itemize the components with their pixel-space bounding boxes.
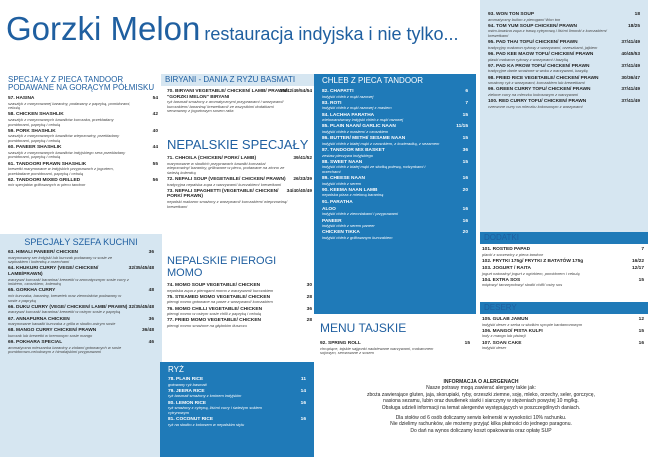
menu-item-description: mix specjałów grillowanych w piecu tandoor — [8, 182, 86, 188]
menu-item — [488, 99, 640, 109]
menu-item-description: lody z mango lub pistacji — [482, 333, 526, 339]
menu-item-price: 20 — [462, 230, 468, 236]
menu-item-description: wielowarstwowy indyjski chleb z mąki razowej — [322, 117, 404, 123]
menu-item — [8, 162, 158, 177]
menu-item-name: 76. MOMO CHILLI VEGETABLE/ CHICKEN — [167, 306, 263, 312]
menu-item — [8, 340, 154, 355]
menu-item-name: 107. SOAN CAKE — [482, 340, 522, 346]
menu-item — [482, 266, 644, 276]
menu-item-description: smażony ryż z warzywami, kurczakiem lub krewetkami — [488, 80, 585, 86]
menu-item-description: pierogi momo smażone na głębokim tłuszczu — [167, 322, 247, 328]
menu-item — [8, 145, 158, 160]
menu-item-price: 36/48 — [141, 328, 154, 334]
menu-item-name: 67. ANNAPURNA CHICKEN — [8, 316, 70, 322]
menu-item-price: 7 — [641, 247, 644, 252]
menu-item-description: zestaw pieczywa indyjskiego — [322, 152, 373, 158]
menu-item-name: 94. TOM YUM SOUP CHICKEN/ PRAWN — [488, 23, 578, 29]
menu-item-description: indyjski chleb z białej mąki ze słodką polewą, rodzynkami i orzechami — [322, 164, 426, 174]
menu-item-name: 89. CHEESE NAAN — [322, 176, 365, 182]
menu-item-description: czerwone curry na mleczku kokosowym z warzywami — [488, 103, 583, 109]
menu-item-description: ryż smażony z cytryną, liśćmi curry i świeżym sokiem cytrynowym — [168, 405, 263, 415]
menu-item-name: 81. COCONUT RICE — [168, 416, 214, 422]
menu-item-name: 82. CHAPATTI — [322, 89, 354, 94]
menu-item-description: indyjski chleb z ziemniakami i przyprawami — [322, 211, 399, 217]
menu-item-price: 56 — [152, 177, 158, 183]
menu-item — [8, 112, 158, 127]
menu-item — [482, 341, 644, 351]
chleb-title: CHLEB Z PIECA TANDOOR — [322, 76, 424, 85]
menu-item — [8, 129, 158, 144]
biryani-title: BIRYANI - DANIA Z RYŻU BASMATI — [161, 74, 318, 86]
menu-item-name: 86. BUTTER/ METHI/ SESAME NAAN — [322, 136, 406, 142]
menu-item-price: 36 — [306, 306, 312, 312]
menu-item-price: 48 — [148, 288, 154, 294]
menu-item-description: tradycyjny makaron ryżowy z warzywami, orzeszkami, jajkiem — [488, 44, 598, 50]
menu-item — [322, 136, 468, 146]
nepal-section — [167, 138, 312, 211]
menu-item-price: 37/41/49 — [621, 99, 640, 105]
menu-item-price: 14 — [300, 388, 306, 394]
menu-item-description: marynowane kawałki kurczaka z grilla w słodko-ostrym sosie — [8, 321, 116, 327]
desery-title: DESERY — [480, 302, 648, 314]
menu-item — [482, 317, 644, 327]
menu-item-description: szaszłyk z marynowanych kawałków wieprzowiny, przekładany pomidorami, papryką i cebulą — [8, 133, 120, 143]
menu-item-description: placki z soczewicy z pieca tandoor — [482, 251, 544, 257]
szef-section — [0, 234, 162, 457]
menu-item — [322, 113, 468, 123]
page-title — [6, 10, 459, 48]
szef-title: SPECJAŁY SZEFA KUCHNI — [24, 237, 138, 247]
menu-item-price: 32/35/45/48 — [128, 304, 154, 310]
menu-item-name: 62. TANDOORI MIXED GRILLED — [8, 177, 81, 183]
menu-item-price: 15 — [464, 341, 470, 346]
menu-item-description: pierogi momo gotowane na parze z warzywami/ kurczakiem — [167, 299, 273, 305]
momo-list — [167, 283, 312, 329]
menu-item — [8, 305, 154, 315]
ryz-section — [160, 362, 314, 457]
menu-item-name: 100. RED CURRY TOFU/ CHICKEN/ PRAWN — [488, 99, 587, 105]
menu-item — [488, 87, 640, 97]
menu-item-price: 15 — [462, 136, 468, 142]
menu-item-price: 37/41/49 — [621, 87, 640, 93]
menu-item-name: 90. KEEMA NAAN LAMB — [322, 187, 378, 193]
menu-item — [168, 389, 306, 399]
menu-item — [168, 417, 306, 427]
menu-item — [167, 295, 312, 305]
allergen-line: zboża zawierające gluten, jaja, skorupiaki, ryby, orzeszki ziemne, soję, mleko, orzechy, seler, gorczycę, — [367, 391, 595, 398]
menu-item-name: 83. ROTI — [322, 100, 342, 106]
szef-list — [8, 250, 154, 355]
menu-item — [482, 259, 644, 265]
menu-item-description: szaszłyk z marynowanej baraniny, podawany z papryką, pomidorami, cebulą — [8, 100, 131, 111]
menu-item — [488, 76, 640, 86]
nepal-title: NEPALSKIE SPECJAŁY — [167, 137, 309, 152]
menu-item-price: 18/25 — [627, 23, 640, 29]
menu-item-name: 66. DUKU CURRY (VEGE/ CHICKEN/ LAMB/ PRAWN) — [8, 304, 128, 310]
menu-item — [167, 156, 312, 175]
menu-item-price: 55 — [152, 161, 158, 167]
menu-item — [322, 219, 468, 229]
menu-item-description: pierogi momo w ostrym sosie chilli z papryką i cebulą — [167, 311, 262, 317]
menu-item — [488, 40, 640, 50]
menu-item-name: 85. PLAIN NAAN/ GARLIC NAAN — [322, 124, 396, 130]
menu-item-name: 72. NEPALI SOUP (VEGETABLE/ CHICKEN/ PRAWN) — [167, 176, 286, 182]
menu-item — [482, 278, 644, 288]
thai-section — [480, 0, 648, 232]
menu-item-description: chrupiące, tajskie sajgonki nadziewane warzywami, makaronem sojowym, serwowane z sosem — [320, 345, 434, 356]
menu-item — [482, 329, 644, 339]
menu-item-name: 79. JEERA RICE — [168, 388, 205, 394]
menu-item-price: 12/17 — [631, 265, 644, 271]
menu-item-description: tradycyjne danie smażone w woku z warzywami, bazylią — [488, 68, 588, 74]
allergen-line: Nie dzielimy rachunków, ale możemy przyjąć kilka płatności do jednego paragonu. — [390, 421, 572, 428]
menu-item-description: szaszłyk z marynowanych kawałków kurczaka, przekładany pomidorami, papryką i cebulą — [8, 116, 114, 127]
menu-item-description: indyjski chleb z masłem/ z czosnkiem — [322, 128, 389, 134]
menu-item-price: 15 — [462, 112, 468, 118]
menu-item-description: krewetki marynowane w indyjskich przyprawach z jogurtem, przekładane pomidorami, papryką i cebulą — [8, 166, 114, 176]
allergen-line: Do dań na wynos doliczamy koszt opakowania oraz opłatę SUP — [410, 427, 552, 434]
desery-list — [482, 317, 644, 351]
menu-item-description: indyjski chleb z grillowanym kurczakiem — [322, 234, 393, 240]
menu-item — [322, 230, 468, 240]
menu-item-name: 80. LEMON RICE — [168, 400, 207, 406]
menu-item-description: aromatyczna mieszanka baraniny z ziołami gotowanych w sosie pomidorowo-cebulowym z himalajskimi przyprawami — [8, 344, 122, 355]
menu-item-price: 30 — [306, 283, 312, 288]
menu-item — [167, 307, 312, 317]
menu-item — [167, 283, 312, 293]
menu-item-name: 64. KHUKURI CURRY (VEGE/ CHICKEN/ LAMB/PRAWN) — [8, 266, 99, 277]
menu-item-price: 30/36/47 — [621, 75, 640, 81]
menu-item — [322, 101, 468, 111]
menu-item-name: 74. MOMO SOUP VEGETABLE/ CHICKEN — [167, 283, 261, 288]
nepal-list — [167, 156, 312, 209]
menu-item-price: 12 — [638, 317, 644, 322]
menu-item — [8, 178, 158, 188]
menu-item-description: szaszłyk z marynowanych kawałków indyjskiego sera przekładany pomidorami, papryką i cebulą — [8, 149, 126, 160]
ryz-list — [168, 377, 306, 427]
menu-item-description: gotowany ryż basmati — [168, 381, 207, 387]
menu-item-description: ryż na słodko z kokosem w nepalskim stylu — [168, 421, 245, 427]
menu-item-name: 91. PARATHA — [322, 199, 353, 205]
menu-item-name: 61. TANDOORI PRAWN SHASHLIK — [8, 161, 87, 167]
thai-list — [488, 12, 640, 109]
menu-item — [8, 288, 154, 303]
menu-item-name: 93. WON TON SOUP — [488, 12, 535, 17]
menu-item-price: 15 — [638, 328, 644, 334]
menu-item-name: 98. FRIED RICE VEGETABLE/ CHICKEN/ PRAWN — [488, 75, 599, 81]
desery-section — [482, 302, 644, 352]
chleb-list — [322, 89, 468, 241]
biryani-list — [167, 89, 312, 114]
allergen-lines — [318, 385, 644, 411]
allergen-info — [318, 379, 644, 434]
menu-item-name: 88. SWEET NAAN — [322, 159, 363, 165]
dodatki-section — [482, 232, 644, 290]
menu-item-price: 28 — [306, 294, 312, 300]
allergen-line: nasiona sezamu, lubin oraz dwutlenek siarki i siarczyny w stężeniach powyżej 10 mg/kg. — [383, 398, 579, 405]
menu-item — [322, 160, 468, 175]
menu-item-name: 104. EXTRA SOS — [482, 277, 521, 283]
biryani-section — [167, 74, 312, 116]
menu-item-description: indyjski deser — [482, 345, 507, 351]
tandoor-title: SPECJAŁY Z PIECA TANDOOR PODAWANE NA GORĄCYM PÓŁMISKU — [8, 75, 155, 92]
menu-item-name: 106. MANGO/ PISTA KULFI — [482, 328, 543, 334]
menu-item-name: 69. POKHARA SPECIAL — [8, 340, 63, 346]
menu-item-price: 46 — [148, 340, 154, 346]
menu-item-name: 99. GREEN CURRY TOFU/ CHICKEN/ PRAWN — [488, 87, 591, 93]
menu-item-name: 65. GORKHA CURRY — [8, 288, 56, 294]
menu-item-description: marynowany ser indyjski lub kurczak podawany w sosie ze szpinakiem i kolendrą z orzechami — [8, 254, 113, 265]
menu-item-price: 20 — [462, 187, 468, 193]
menu-item — [8, 317, 154, 327]
brand-name: Gorzki Melon — [6, 10, 201, 47]
allergen-footer — [318, 415, 644, 434]
menu-item-price: 15 — [638, 277, 644, 283]
menu-item-name: 73. NEPALI SPAGHETTI (VEGETABLE/ CHICKEN/ PORK/ PRAWN) — [167, 188, 279, 200]
menu-item-price: 6 — [465, 89, 468, 94]
menu-item-name: 60. PANEER SHASHLIK — [8, 145, 62, 151]
chleb-section — [314, 74, 476, 314]
menu-item — [488, 24, 640, 39]
menu-item-price: 18 — [634, 12, 640, 17]
allergen-line: Dla stołów od 6 osób doliczamy serwis kelnerski w wysokości 10% rachunku. — [395, 415, 567, 422]
tajskie-section — [320, 322, 470, 357]
menu-item-name: 84. LACHHA PARATHA — [322, 112, 375, 118]
menu-item — [322, 89, 468, 99]
allergen-line: Nasze potrawy mogą zawierać alergeny takie jak: — [426, 385, 536, 392]
allergen-title: INFORMACJA O ALERGENACH — [443, 379, 519, 385]
menu-item — [8, 266, 154, 286]
tandoor-section — [8, 76, 158, 190]
dodatki-title: DODATKI — [480, 232, 648, 244]
menu-item — [167, 318, 312, 328]
menu-item-description: płaski makaron ryżowy z warzywami i bazylią — [488, 56, 569, 62]
menu-item — [168, 401, 306, 416]
menu-item-description: aromatyczny bulion z pierogami Won ton — [488, 16, 561, 22]
menu-item-name: 92. SPRING ROLL — [320, 341, 361, 346]
menu-item-price: 42 — [152, 112, 158, 118]
tajskie-list — [320, 341, 470, 356]
menu-item-description: indyjski chleb z białej mąki z czosnkiem, z kozieradką, z sezamem — [322, 140, 440, 146]
menu-item — [167, 89, 312, 114]
menu-item-description: nepalski makaron smażony z warzywami/ kurczakiem/ wieprzowiną/ krewetkami — [167, 198, 288, 209]
menu-item-name: 95. PAD THAI TOFU/ CHICKEN/ PRAWN — [488, 40, 578, 46]
menu-item — [488, 52, 640, 62]
menu-item-description: jogurt naturalny/ jogurt z ogórkiem, pomidorem i cebulą — [482, 270, 580, 276]
menu-item-price: 16 — [462, 206, 468, 212]
brand-subtitle: restauracja indyjska i nie tylko... — [204, 24, 459, 44]
menu-item — [168, 377, 306, 387]
menu-item — [488, 12, 640, 22]
menu-item-description: marynowane w słodkich przyprawach kawałki kurczaka/ wieprzowiny/ baraniny, grillowane w piecu, podawane na zimno ze świeżą kolendrą — [167, 160, 285, 175]
menu-item-price: 7 — [465, 100, 468, 106]
menu-item-description: warzywa/ kurczak/ baranina/ krewetki w ostrym sosie z papryką — [8, 309, 121, 315]
menu-item-description: indyjski chleb z mąki razowej z masłem — [322, 105, 392, 111]
menu-item-price: 40/45/53 — [621, 51, 640, 57]
menu-item-price: 16 — [300, 416, 306, 422]
menu-item-price: 39/41/52 — [293, 156, 312, 161]
menu-item — [167, 189, 312, 209]
menu-item-price: 32/35/45/48 — [128, 266, 154, 272]
menu-item-price: 34/40/40/49 — [286, 188, 312, 194]
menu-item — [482, 247, 644, 257]
menu-item-description: indyjski chleb z serem paneer — [322, 223, 375, 229]
menu-item-price: 36 — [148, 316, 154, 322]
menu-item-price: 11/15 — [456, 124, 468, 130]
menu-item-name: 70. BIRYANI VEGETABLE/ CHICKEN/ LAMB/ PRAWN/ "GORZKI MELON" BIRYANI — [167, 89, 288, 100]
dodatki-list — [482, 247, 644, 288]
menu-item-description: indyjski chleb z mąki razowej — [322, 93, 374, 99]
menu-item — [488, 64, 640, 74]
menu-item — [322, 148, 468, 158]
menu-item-description: nepalska zupa z pierogami momo z warzywami/ kurczakiem — [167, 287, 274, 293]
menu-item-description: warzywa/ kurczak/ baranina/ krewetki w aromatycznym sosie curry z imbirem, czosnkiem, kolendrą — [8, 276, 129, 287]
menu-item-name: 59. PORK SHASHLIK — [8, 128, 56, 134]
menu-item-price: 16 — [638, 340, 644, 346]
menu-item — [320, 341, 470, 356]
menu-item-price: 16 — [462, 218, 468, 224]
allergen-line: Obsługa udzieli informacji na temat alergenów występujących w poszczególnych daniach. — [381, 404, 581, 411]
menu-item-name: 77. FRIED MOMO VEGETABLE/ CHICKEN — [167, 318, 261, 324]
momo-section — [167, 255, 312, 330]
menu-item-description: zielone curry na mleczku kokosowym z warzywami — [488, 91, 579, 97]
menu-item-description: mix kurczaka, baraniny, krewetek oraz ziemniaków podawany w sosie z papryką — [8, 292, 122, 303]
menu-item — [322, 176, 468, 186]
menu-item-name: CHICKEN TIKKA — [322, 230, 360, 236]
menu-item-price: 54 — [152, 96, 158, 101]
menu-item-price: 16/22 — [631, 258, 644, 264]
menu-item-name: 87. TANDOOR MIX BASKET — [322, 147, 385, 153]
menu-item-description: tradycyjna nepalska zupa z warzywami/ kurczakiem/ krewetkami — [167, 181, 282, 187]
menu-item-name: 103. JOGURT / RAITA — [482, 265, 531, 271]
menu-item-name: 78. PLAIN RICE — [168, 377, 204, 382]
menu-item-price: 36 — [462, 147, 468, 153]
menu-item-name: 102. FRYTKI 175g/ FRYTKI Z BATATÓW 175g — [482, 258, 584, 264]
momo-title: NEPALSKIE PIEROGI MOMO — [167, 255, 277, 279]
menu-item — [8, 328, 154, 338]
menu-item-name: 105. GULAB JAMUN — [482, 317, 529, 322]
menu-item-name: 58. CHICKEN SHASHLIK — [8, 112, 64, 118]
menu-item-price: 16 — [300, 400, 306, 406]
menu-item-description: ostro-kwaśna zupa z trawą cytrynową i liśćmi limonki z kurczakiem/ krewetkami — [488, 28, 607, 38]
menu-item — [8, 250, 154, 265]
menu-item — [8, 96, 158, 111]
menu-item — [322, 207, 468, 217]
menu-item-name: 97. PAD KA PROW TOFU/ CHICKEN/ PRAWN — [488, 63, 590, 69]
menu-item-name: 101. ROSTED PAPAD — [482, 247, 531, 252]
menu-item-price: 16 — [462, 176, 468, 182]
menu-item-price: 40 — [152, 128, 158, 134]
menu-item-description: nepalska pizza z mieloną baraniną — [322, 192, 384, 198]
menu-item-description: kurczak lub krewetki w kremowym sosie mango — [8, 332, 93, 338]
menu-item-price: 37/41/49 — [621, 63, 640, 69]
menu-item-name: PANEER — [322, 218, 342, 224]
menu-item-description: ryż basmati smażony z aromatycznymi przyprawami i warzywami/ kurczakiem/ baraniną/ krewetkami/ ze wszystkimi dodatkami serwowany z jogurtowym sosem raita — [167, 99, 284, 114]
menu-item-name: 57. HASINA — [8, 96, 35, 101]
menu-item-name: 63. HIMALI PANEER/ CHICKEN — [8, 250, 79, 255]
menu-item-name: 71. CHHOILA (CHICKEN/ PORK/ LAMB) — [167, 156, 257, 161]
menu-item-price: 44 — [152, 145, 158, 151]
menu-item-price: 36 — [148, 250, 154, 255]
menu-item-name: 75. STEAMED MOMO VEGETABLE/ CHICKEN — [167, 294, 271, 300]
menu-item-price: 28 — [306, 318, 312, 324]
menu-item-price: 36/42/49/54/54 — [279, 89, 312, 94]
menu-item — [167, 177, 312, 187]
menu-item-name: 68. MANGO CURRY CHICKEN/ PRAWN — [8, 328, 97, 334]
menu-item-price: 15 — [462, 159, 468, 165]
menu-item-name: 96. PAD KEE MAOW TOFU/ CHICKEN/ PRAWN — [488, 51, 594, 57]
menu-item-name: ALOO — [322, 206, 336, 212]
menu-item — [322, 188, 468, 198]
menu-item-description: ryż basmati smażony z kminem indyjskim — [168, 393, 242, 399]
tajskie-title: MENU TAJSKIE — [320, 321, 407, 335]
ryz-title: RYŻ — [168, 365, 184, 374]
menu-item-price: 11 — [300, 377, 306, 382]
tandoor-list — [8, 96, 158, 188]
menu-item — [322, 124, 468, 134]
menu-item-description: indyjski chleb z serem — [322, 180, 362, 186]
menu-item-price: 26/33/39 — [293, 176, 312, 182]
menu-item-price: 37/41/49 — [621, 40, 640, 46]
menu-item-description: indyjski deser z serka w słodkim syropie kardamonowym — [482, 321, 583, 327]
menu-item-description: miętowy/ tamaryndowy/ słodki chilli/ ostry sos — [482, 282, 563, 288]
menu-item — [322, 200, 468, 206]
